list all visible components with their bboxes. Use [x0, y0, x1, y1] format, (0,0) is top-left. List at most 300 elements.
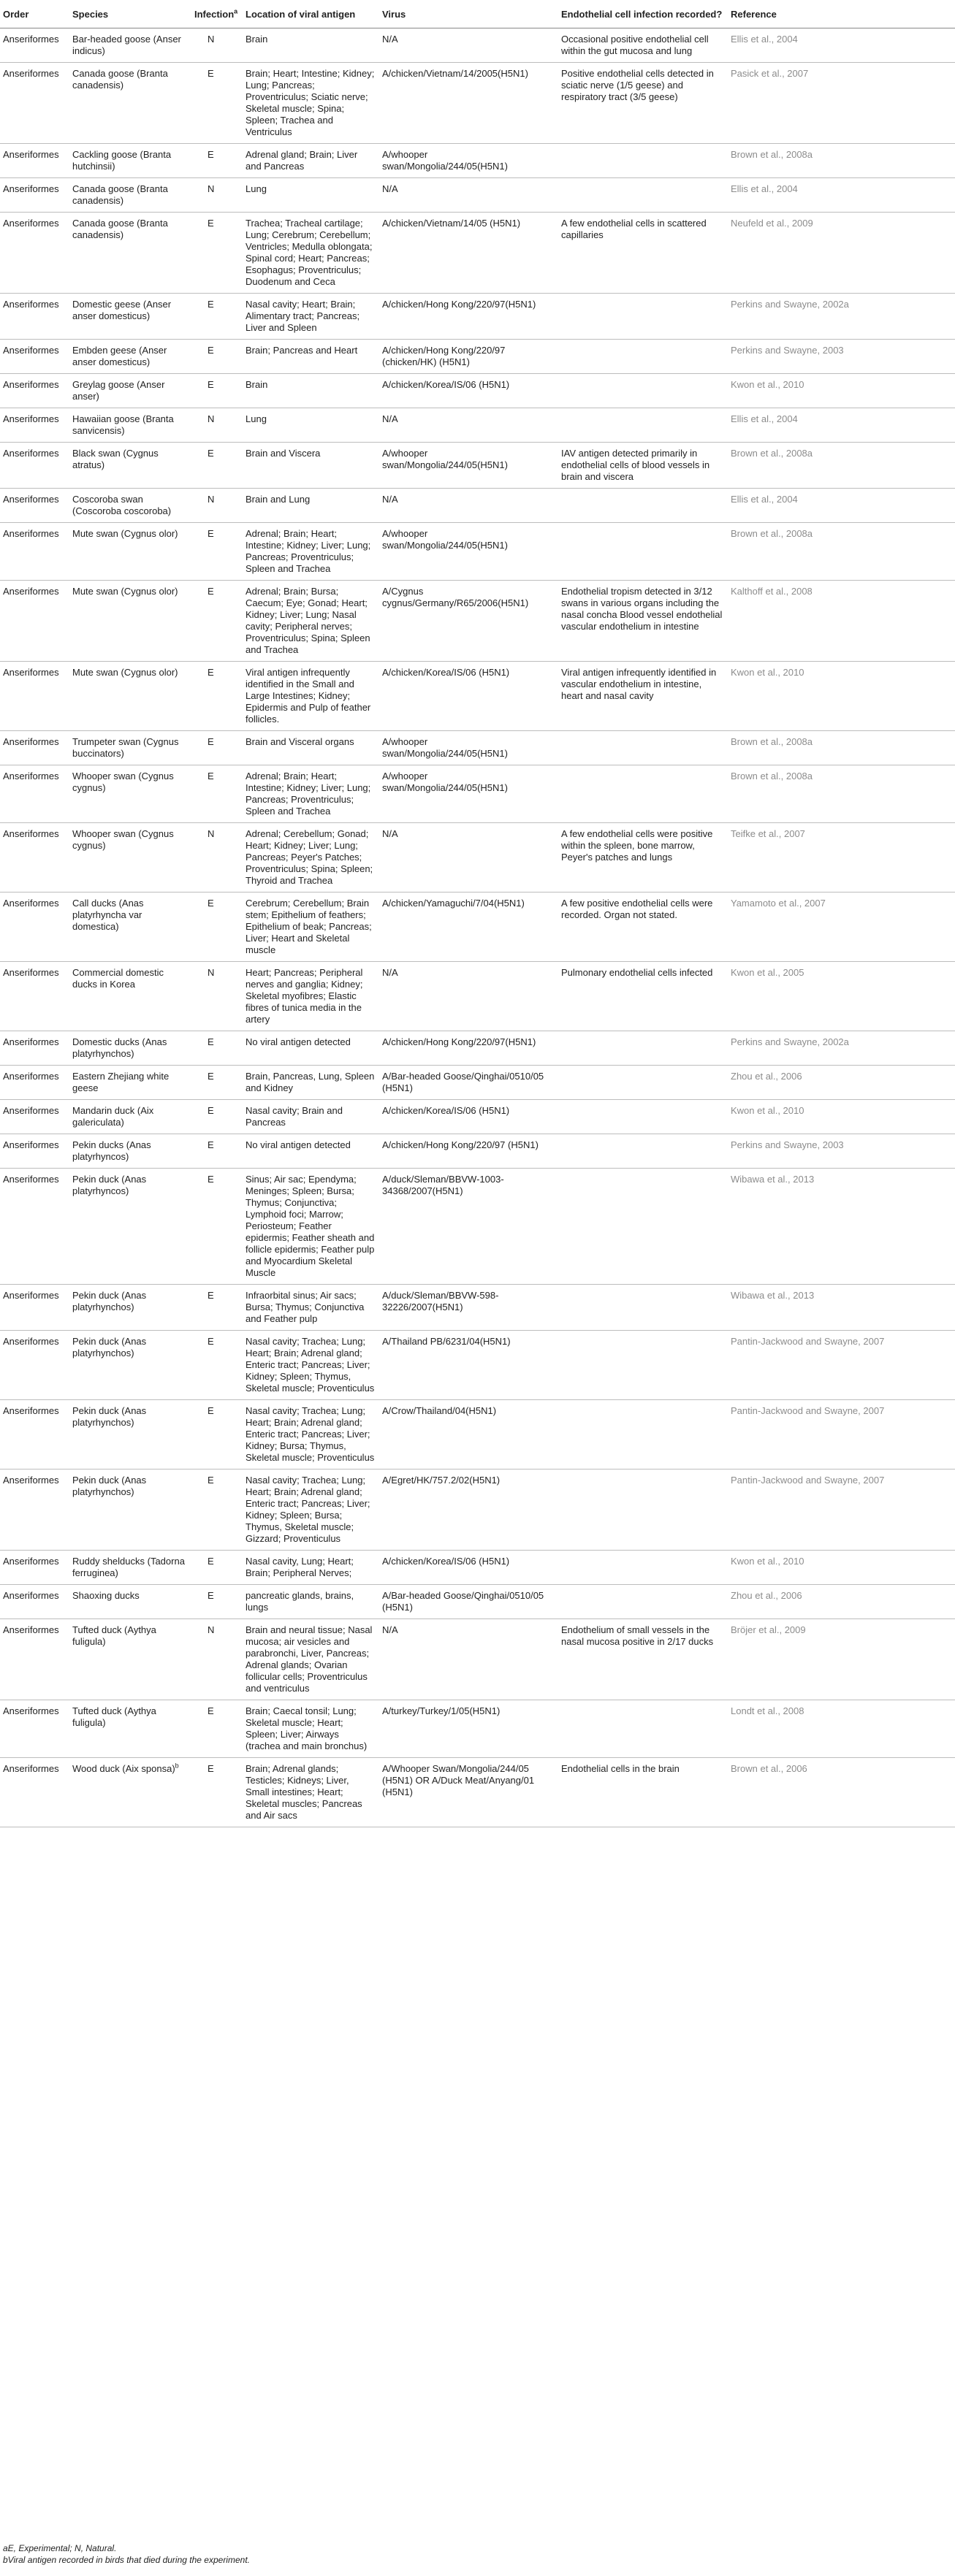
- infection-text: E: [208, 68, 214, 79]
- cell-virus: [379, 28, 558, 63]
- infection-text: E: [208, 345, 214, 356]
- cell-reference: [728, 1551, 955, 1585]
- species-text: Coscoroba swan (Coscoroba coscoroba): [72, 494, 172, 516]
- cell-endothelial: [558, 374, 728, 408]
- cell-order: [0, 1400, 69, 1469]
- infection-text: N: [208, 828, 215, 839]
- cell-reference: [728, 294, 955, 340]
- cell-endothelial: [558, 1031, 728, 1066]
- cell-location: [243, 1031, 379, 1066]
- reference-text: Kwon et al., 2005: [731, 967, 804, 978]
- cell-infection: [191, 1400, 243, 1469]
- infection-text: E: [208, 1590, 214, 1601]
- cell-location: [243, 765, 379, 823]
- cell-infection: [191, 178, 243, 213]
- cell-order: [0, 962, 69, 1031]
- order-text: Anseriformes: [3, 1763, 59, 1774]
- cell-location: [243, 1100, 379, 1134]
- reference-text: Pantin-Jackwood and Swayne, 2007: [731, 1475, 885, 1486]
- cell-reference: [728, 523, 955, 581]
- species-text: Tufted duck (Aythya fuligula): [72, 1705, 156, 1728]
- order-text: Anseriformes: [3, 149, 59, 160]
- cell-endothelial: [558, 1331, 728, 1400]
- virus-text: N/A: [382, 34, 398, 45]
- cell-reference: [728, 1285, 955, 1331]
- header-reference: Reference: [728, 0, 955, 28]
- cell-order: [0, 1331, 69, 1400]
- cell-reference: [728, 489, 955, 523]
- cell-virus: [379, 581, 558, 662]
- cell-order: [0, 294, 69, 340]
- reference-text: Kalthoff et al., 2008: [731, 586, 813, 597]
- cell-endothelial: [558, 731, 728, 765]
- cell-species: [69, 765, 191, 823]
- cell-infection: [191, 1066, 243, 1100]
- cell-species: [69, 489, 191, 523]
- cell-species: [69, 1619, 191, 1700]
- virus-text: A/chicken/Hong Kong/220/97 (H5N1): [382, 1139, 539, 1150]
- reference-text: Brown et al., 2008a: [731, 771, 813, 781]
- cell-infection: [191, 1585, 243, 1619]
- cell-reference: [728, 1758, 955, 1827]
- cell-order: [0, 1469, 69, 1551]
- cell-virus: [379, 340, 558, 374]
- cell-virus: [379, 1331, 558, 1400]
- location-text: Heart; Pancreas; Peripheral nerves and ganglia; Kidney; Skeletal myofibres; Elastic fibres of tunica media in the artery: [246, 967, 363, 1025]
- cell-species: [69, 1700, 191, 1758]
- virus-text: A/chicken/Korea/IS/06 (H5N1): [382, 379, 510, 390]
- cell-reference: [728, 1169, 955, 1285]
- cell-species: [69, 213, 191, 294]
- cell-location: [243, 408, 379, 443]
- cell-reference: [728, 213, 955, 294]
- virus-text: N/A: [382, 967, 398, 978]
- order-text: Anseriformes: [3, 448, 59, 459]
- cell-endothelial: [558, 1169, 728, 1285]
- cell-location: [243, 1331, 379, 1400]
- reference-text: Pantin-Jackwood and Swayne, 2007: [731, 1405, 885, 1416]
- cell-virus: [379, 823, 558, 893]
- order-text: Anseriformes: [3, 667, 59, 678]
- reference-text: Ellis et al., 2004: [731, 183, 798, 194]
- infection-text: E: [208, 1336, 214, 1347]
- species-text: Pekin duck (Anas platyrhynchos): [72, 1290, 147, 1312]
- infection-text: E: [208, 379, 214, 390]
- cell-infection: [191, 294, 243, 340]
- infection-text: E: [208, 586, 214, 597]
- cell-endothelial: [558, 765, 728, 823]
- cell-virus: [379, 178, 558, 213]
- species-text: Hawaiian goose (Branta sanvicensis): [72, 413, 174, 436]
- cell-virus: [379, 1169, 558, 1285]
- cell-order: [0, 340, 69, 374]
- cell-endothelial: [558, 1400, 728, 1469]
- cell-location: [243, 144, 379, 178]
- footnote-a: aE, Experimental; N, Natural.: [3, 2543, 117, 2553]
- cell-species: [69, 581, 191, 662]
- cell-location: [243, 340, 379, 374]
- location-text: Brain: [246, 379, 268, 390]
- location-text: Nasal cavity; Trachea; Lung; Heart; Brain; Adrenal gland; Enteric tract; Pancreas; Liver; Kidney; Spleen; Bursa; Thymus, Skeletal muscle; Gizzard; Proventiculus: [246, 1475, 370, 1544]
- table-row: [0, 28, 955, 63]
- location-text: Viral antigen infrequently identified in the Small and Large Intestines; Kidney; Epidermis and Pulp of feather follicles.: [246, 667, 371, 725]
- cell-endothelial: [558, 1066, 728, 1100]
- species-text: Canada goose (Branta canadensis): [72, 183, 168, 206]
- species-text: Bar-headed goose (Anser indicus): [72, 34, 181, 56]
- cell-endothelial: [558, 489, 728, 523]
- table-body: [0, 28, 955, 1827]
- cell-endothelial: [558, 213, 728, 294]
- cell-order: [0, 823, 69, 893]
- endothelial-text: Viral antigen infrequently identified in vascular endothelium in intestine, heart and nasal cavity: [561, 667, 717, 701]
- order-text: Anseriformes: [3, 771, 59, 781]
- species-text: Pekin duck (Anas platyrhyncos): [72, 1174, 147, 1196]
- cell-species: [69, 408, 191, 443]
- table-row: [0, 1169, 955, 1285]
- table-row: [0, 962, 955, 1031]
- table-row: [0, 443, 955, 489]
- virus-text: N/A: [382, 183, 398, 194]
- reference-text: Perkins and Swayne, 2002a: [731, 299, 849, 310]
- virus-text: A/whooper swan/Mongolia/244/05(H5N1): [382, 528, 508, 551]
- species-text: Mandarin duck (Aix galericulata): [72, 1105, 154, 1128]
- cell-order: [0, 489, 69, 523]
- cell-order: [0, 1285, 69, 1331]
- cell-infection: [191, 765, 243, 823]
- cell-infection: [191, 408, 243, 443]
- order-text: Anseriformes: [3, 494, 59, 505]
- cell-infection: [191, 1100, 243, 1134]
- order-text: Anseriformes: [3, 183, 59, 194]
- cell-order: [0, 443, 69, 489]
- cell-order: [0, 1169, 69, 1285]
- cell-reference: [728, 765, 955, 823]
- cell-infection: [191, 1331, 243, 1400]
- cell-reference: [728, 1619, 955, 1700]
- cell-species: [69, 1066, 191, 1100]
- virus-text: A/turkey/Turkey/1/05(H5N1): [382, 1705, 501, 1716]
- reference-text: Brown et al., 2008a: [731, 149, 813, 160]
- cell-location: [243, 213, 379, 294]
- reference-text: Zhou et al., 2006: [731, 1590, 802, 1601]
- cell-endothelial: [558, 1285, 728, 1331]
- cell-location: [243, 178, 379, 213]
- order-text: Anseriformes: [3, 299, 59, 310]
- cell-species: [69, 1100, 191, 1134]
- virus-text: A/whooper swan/Mongolia/244/05(H5N1): [382, 736, 508, 759]
- order-text: Anseriformes: [3, 1174, 59, 1185]
- cell-reference: [728, 340, 955, 374]
- table-row: [0, 1585, 955, 1619]
- reference-text: Perkins and Swayne, 2002a: [731, 1036, 849, 1047]
- table-row: [0, 1285, 955, 1331]
- virus-text: A/duck/Sleman/BBVW-598-32226/2007(H5N1): [382, 1290, 499, 1312]
- order-text: Anseriformes: [3, 1139, 59, 1150]
- cell-virus: [379, 1551, 558, 1585]
- cell-virus: [379, 1585, 558, 1619]
- cell-order: [0, 1031, 69, 1066]
- cell-virus: [379, 294, 558, 340]
- header-virus: Virus: [379, 0, 558, 28]
- table-row: [0, 662, 955, 731]
- species-text: Ruddy shelducks (Tadorna ferruginea): [72, 1556, 185, 1578]
- infection-text: E: [208, 1105, 214, 1116]
- endothelial-text: IAV antigen detected primarily in endothelial cells of blood vessels in brain and viscera: [561, 448, 710, 482]
- order-text: Anseriformes: [3, 345, 59, 356]
- cell-location: [243, 489, 379, 523]
- reference-text: Kwon et al., 2010: [731, 379, 804, 390]
- reference-text: Neufeld et al., 2009: [731, 218, 813, 229]
- cell-location: [243, 1169, 379, 1285]
- cell-endothelial: [558, 962, 728, 1031]
- endothelial-text: Pulmonary endothelial cells infected: [561, 967, 713, 978]
- order-text: Anseriformes: [3, 736, 59, 747]
- virus-text: A/chicken/Hong Kong/220/97(H5N1): [382, 299, 536, 310]
- cell-location: [243, 1551, 379, 1585]
- species-text: Canada goose (Branta canadensis): [72, 218, 168, 240]
- order-text: Anseriformes: [3, 898, 59, 909]
- cell-species: [69, 1585, 191, 1619]
- cell-order: [0, 374, 69, 408]
- cell-infection: [191, 374, 243, 408]
- cell-endothelial: [558, 823, 728, 893]
- cell-infection: [191, 1031, 243, 1066]
- location-text: Brain; Caecal tonsil; Lung; Skeletal muscle; Heart; Spleen; Liver; Airways (trachea and main bronchus): [246, 1705, 368, 1751]
- cell-reference: [728, 374, 955, 408]
- cell-endothelial: [558, 28, 728, 63]
- table-row: [0, 765, 955, 823]
- table-row: [0, 1700, 955, 1758]
- cell-location: [243, 962, 379, 1031]
- table-row: [0, 1066, 955, 1100]
- table-row: [0, 178, 955, 213]
- location-text: Brain and Viscera: [246, 448, 321, 459]
- location-text: Sinus; Air sac; Ependyma; Meninges; Spleen; Bursa; Thymus; Conjunctiva; Lymphoid foci; Marrow; Periosteum; Feather epidermis; Feather sheath and follicle epidermis; Feather pulp and Myocardium Skeletal Muscle: [246, 1174, 375, 1278]
- table-row: [0, 1469, 955, 1551]
- cell-species: [69, 1285, 191, 1331]
- cell-location: [243, 893, 379, 962]
- table-row: [0, 1758, 955, 1827]
- species-text: Canada goose (Branta canadensis): [72, 68, 168, 91]
- location-text: Nasal cavity; Brain and Pancreas: [246, 1105, 343, 1128]
- species-text: Mute swan (Cygnus olor): [72, 586, 178, 597]
- cell-reference: [728, 1066, 955, 1100]
- cell-endothelial: [558, 1134, 728, 1169]
- species-text: Whooper swan (Cygnus cygnus): [72, 771, 174, 793]
- cell-reference: [728, 662, 955, 731]
- species-text: Pekin duck (Anas platyrhynchos): [72, 1475, 147, 1497]
- cell-species: [69, 144, 191, 178]
- infection-text: E: [208, 448, 214, 459]
- infection-text: E: [208, 149, 214, 160]
- order-text: Anseriformes: [3, 68, 59, 79]
- table-row: [0, 1134, 955, 1169]
- reference-text: Londt et al., 2008: [731, 1705, 804, 1716]
- location-text: Adrenal; Brain; Heart; Intestine; Kidney; Liver; Lung; Pancreas; Proventriculus; Spleen and Trachea: [246, 528, 371, 574]
- cell-location: [243, 1469, 379, 1551]
- cell-virus: [379, 962, 558, 1031]
- cell-virus: [379, 893, 558, 962]
- species-text: Eastern Zhejiang white geese: [72, 1071, 170, 1093]
- virus-text: A/chicken/Yamaguchi/7/04(H5N1): [382, 898, 525, 909]
- infection-text: E: [208, 898, 214, 909]
- cell-virus: [379, 443, 558, 489]
- virus-text: A/chicken/Korea/IS/06 (H5N1): [382, 1556, 510, 1567]
- cell-species: [69, 662, 191, 731]
- reference-text: Yamamoto et al., 2007: [731, 898, 826, 909]
- footnote-b: bViral antigen recorded in birds that died during the experiment.: [3, 2555, 250, 2565]
- cell-location: [243, 823, 379, 893]
- table-row: [0, 63, 955, 144]
- virus-text: A/Egret/HK/757.2/02(H5N1): [382, 1475, 501, 1486]
- cell-virus: [379, 1700, 558, 1758]
- cell-reference: [728, 962, 955, 1031]
- location-text: Brain and Lung: [246, 494, 311, 505]
- reference-text: Kwon et al., 2010: [731, 667, 804, 678]
- cell-order: [0, 213, 69, 294]
- cell-location: [243, 63, 379, 144]
- cell-virus: [379, 144, 558, 178]
- cell-species: [69, 1031, 191, 1066]
- cell-species: [69, 1331, 191, 1400]
- order-text: Anseriformes: [3, 1036, 59, 1047]
- reference-text: Brown et al., 2008a: [731, 736, 813, 747]
- header-infection-sup: a: [234, 7, 238, 15]
- cell-endothelial: [558, 1700, 728, 1758]
- cell-reference: [728, 581, 955, 662]
- virus-text: A/chicken/Korea/IS/06 (H5N1): [382, 1105, 510, 1116]
- cell-endothelial: [558, 1469, 728, 1551]
- cell-virus: [379, 213, 558, 294]
- infection-text: E: [208, 1036, 214, 1047]
- cell-infection: [191, 523, 243, 581]
- endothelial-text: Endothelial cells in the brain: [561, 1763, 680, 1774]
- header-infection-label: Infection: [194, 9, 235, 20]
- cell-virus: [379, 1134, 558, 1169]
- virus-text: N/A: [382, 828, 398, 839]
- infection-text: N: [208, 34, 215, 45]
- order-text: Anseriformes: [3, 828, 59, 839]
- table-row: [0, 893, 955, 962]
- cell-species: [69, 374, 191, 408]
- species-text: Pekin duck (Anas platyrhynchos): [72, 1336, 147, 1358]
- reference-text: Brown et al., 2008a: [731, 528, 813, 539]
- virus-text: A/chicken/Vietnam/14/2005(H5N1): [382, 68, 528, 79]
- table-row: [0, 523, 955, 581]
- cell-reference: [728, 1331, 955, 1400]
- table-row: [0, 1100, 955, 1134]
- reference-text: Ellis et al., 2004: [731, 494, 798, 505]
- table-row: [0, 489, 955, 523]
- location-text: Brain: [246, 34, 268, 45]
- cell-location: [243, 443, 379, 489]
- cell-order: [0, 581, 69, 662]
- infection-text: N: [208, 413, 215, 424]
- endothelial-text: Positive endothelial cells detected in sciatic nerve (1/5 geese) and respiratory tract (3/5 geese): [561, 68, 714, 102]
- cell-infection: [191, 28, 243, 63]
- cell-reference: [728, 731, 955, 765]
- table-row: [0, 1031, 955, 1066]
- cell-endothelial: [558, 1585, 728, 1619]
- cell-species: [69, 28, 191, 63]
- cell-reference: [728, 893, 955, 962]
- virus-text: A/Bar-headed Goose/Qinghai/0510/05 (H5N1): [382, 1071, 544, 1093]
- species-text: Domestic geese (Anser anser domesticus): [72, 299, 172, 321]
- cell-order: [0, 1066, 69, 1100]
- location-text: No viral antigen detected: [246, 1139, 351, 1150]
- virus-text: A/Thailand PB/6231/04(H5N1): [382, 1336, 511, 1347]
- cell-infection: [191, 1700, 243, 1758]
- reference-text: Teifke et al., 2007: [731, 828, 805, 839]
- table-row: [0, 374, 955, 408]
- cell-order: [0, 765, 69, 823]
- location-text: Adrenal gland; Brain; Liver and Pancreas: [246, 149, 358, 172]
- cell-reference: [728, 1100, 955, 1134]
- reference-text: Kwon et al., 2010: [731, 1105, 804, 1116]
- table-row: [0, 213, 955, 294]
- location-text: Lung: [246, 183, 267, 194]
- table-row: [0, 581, 955, 662]
- location-text: Brain and neural tissue; Nasal mucosa; air vesicles and parabronchi, Liver, Pancreas; Adrenal glands; Ovarian follicular cells; Proventriculus and ventriculus: [246, 1624, 373, 1694]
- cell-species: [69, 1134, 191, 1169]
- cell-infection: [191, 443, 243, 489]
- cell-endothelial: [558, 178, 728, 213]
- cell-species: [69, 731, 191, 765]
- location-text: Lung: [246, 413, 267, 424]
- cell-reference: [728, 1134, 955, 1169]
- cell-virus: [379, 523, 558, 581]
- cell-virus: [379, 374, 558, 408]
- cell-species: [69, 823, 191, 893]
- cell-species: [69, 1400, 191, 1469]
- cell-order: [0, 408, 69, 443]
- cell-infection: [191, 489, 243, 523]
- cell-order: [0, 1134, 69, 1169]
- cell-infection: [191, 63, 243, 144]
- species-text: Greylag goose (Anser anser): [72, 379, 165, 402]
- cell-location: [243, 581, 379, 662]
- cell-species: [69, 962, 191, 1031]
- virus-text: A/Whooper Swan/Mongolia/244/05 (H5N1) OR A/Duck Meat/Anyang/01 (H5N1): [382, 1763, 535, 1797]
- species-text: Commercial domestic ducks in Korea: [72, 967, 164, 990]
- cell-virus: [379, 1758, 558, 1827]
- reference-text: Pantin-Jackwood and Swayne, 2007: [731, 1336, 885, 1347]
- cell-location: [243, 294, 379, 340]
- table-row: [0, 408, 955, 443]
- cell-reference: [728, 1400, 955, 1469]
- infection-text: E: [208, 667, 214, 678]
- virus-text: A/chicken/Vietnam/14/05 (H5N1): [382, 218, 521, 229]
- cell-order: [0, 893, 69, 962]
- cell-reference: [728, 823, 955, 893]
- cell-endothelial: [558, 581, 728, 662]
- species-text: Mute swan (Cygnus olor): [72, 528, 178, 539]
- species-footnote-marker: b: [175, 1762, 179, 1770]
- cell-species: [69, 294, 191, 340]
- cell-species: [69, 178, 191, 213]
- reference-text: Ellis et al., 2004: [731, 413, 798, 424]
- table-row: [0, 1551, 955, 1585]
- virus-text: A/duck/Sleman/BBVW-1003-34368/2007(H5N1): [382, 1174, 504, 1196]
- cell-infection: [191, 213, 243, 294]
- cell-virus: [379, 731, 558, 765]
- cell-virus: [379, 1400, 558, 1469]
- cell-order: [0, 1758, 69, 1827]
- reference-text: Perkins and Swayne, 2003: [731, 345, 844, 356]
- cell-order: [0, 662, 69, 731]
- cell-infection: [191, 1134, 243, 1169]
- order-text: Anseriformes: [3, 1590, 59, 1601]
